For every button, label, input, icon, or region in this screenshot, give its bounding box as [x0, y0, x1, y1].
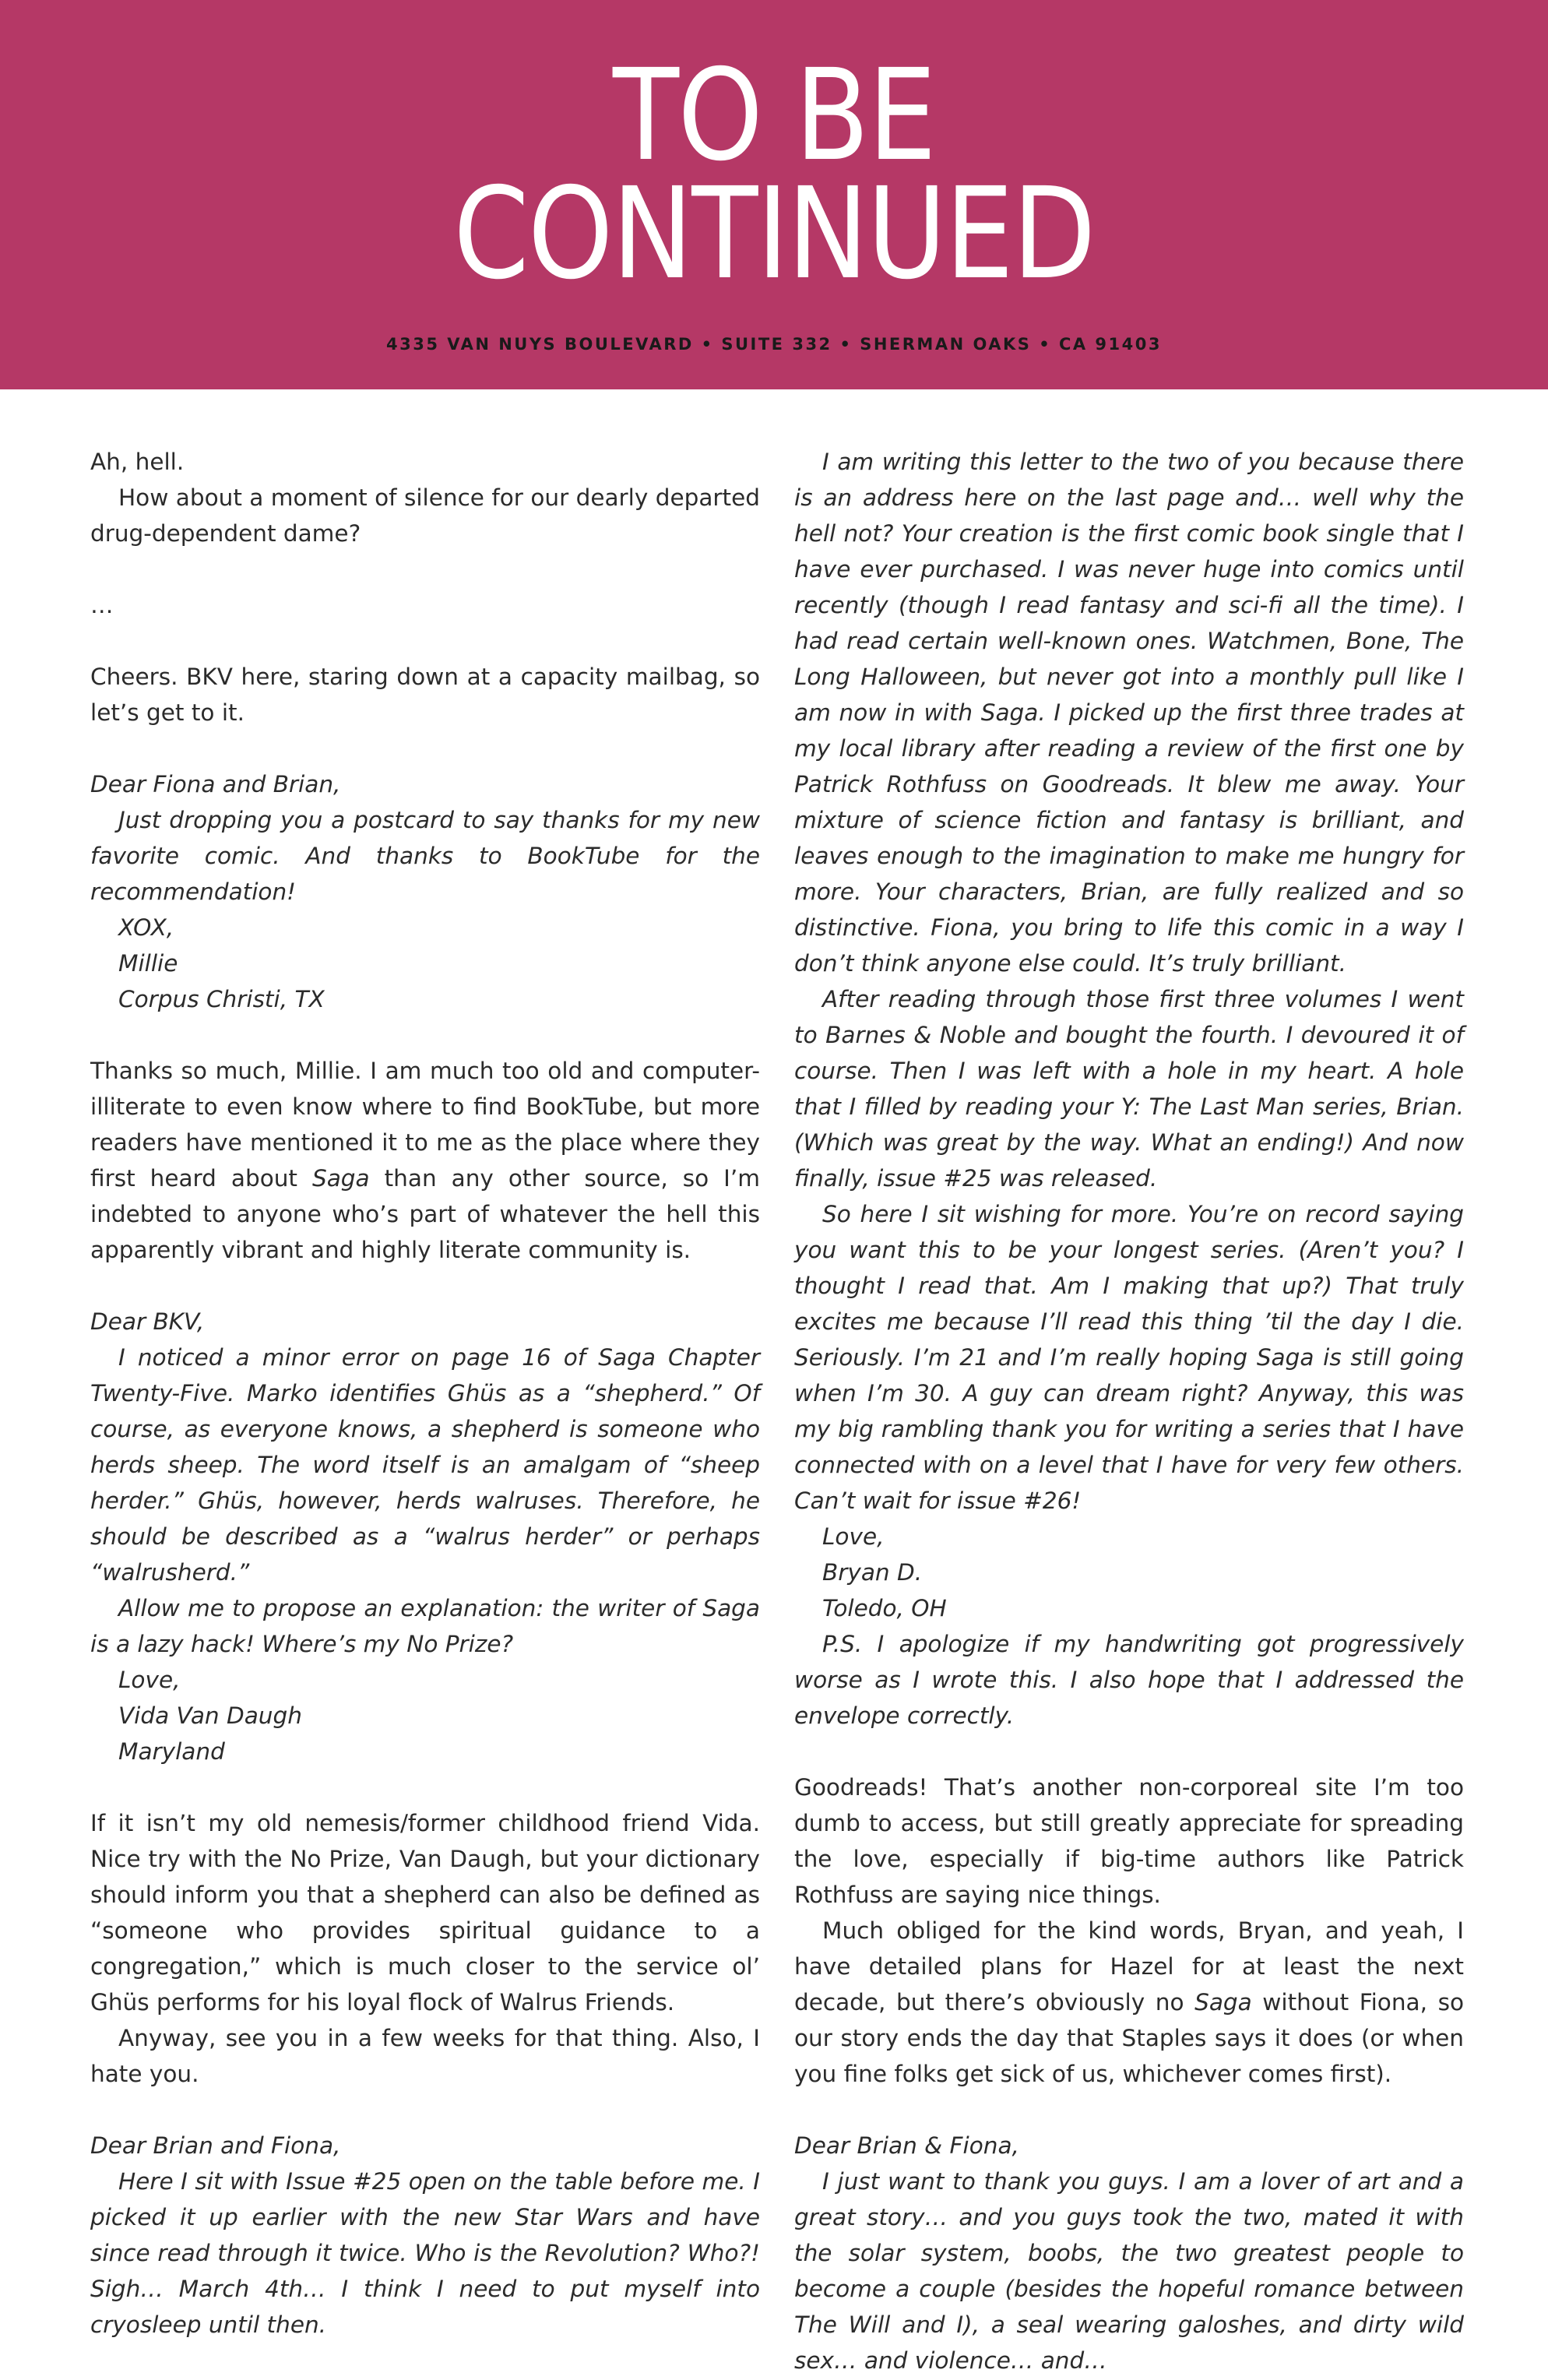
letter-author: Bryan D. [822, 1559, 923, 1586]
reply-millie: Thanks so much, Millie. I am much too old and computer-illiterate to even know where to find BookTube, but more readers have mentioned it to me as the place where they first heard about Saga than any other source, so I’m indebted to anyone who’s part of whatever the hell this apparently vibrant and highly literate community is. [90, 1058, 760, 1263]
letter-bryan [794, 444, 1464, 1734]
letter-salutation: Dear Brian & Fiona, [794, 2132, 1019, 2159]
intro-paragraph-2: Cheers. BKV here, staring down at a capacity mailbag, so let’s get to it. [90, 664, 760, 726]
page-title-line2: CONTINUED [453, 161, 1095, 308]
letter-body: I am writing this letter to the two of you because there is an address here on the last page and… well why the hell not? Your creation is the first comic book single that I have ever purchased. I was never huge into comics until recently (though I read fantasy and sci-fi all the time). I had read certain well-known ones. Watchmen, Bone, The Long Halloween, but never got into a monthly pull like I am now in with Saga. I picked up the first three trades at my local library after reading a review of the first one by Patrick Rothfuss on Goodreads. It blew me away. Your mixture of science fiction and fantasy is brilliant, and leaves enough to the imagination to make me hungry for more. Your characters, Brian, are fully realized and so distinctive. Fiona, you bring to life this comic in a way I don’t think anyone else could. It’s truly brilliant. [794, 449, 1464, 977]
letter-body: So here I sit wishing for more. You’re on record saying you want this to be your longest series. (Aren’t you? I thought I read that. Am I making that up?) That truly excites me because I’ll read this thing ’til the day I die. Seriously. I’m 21 and I’m really hoping Saga is still going when I’m 30. A guy can dream right? Anyway, this was my big rambling thank you for writing a series that I have connected with on a level that I have for very few others. Can’t wait for issue #26! [794, 1201, 1464, 1514]
page-title-line1: TO BE [612, 43, 936, 189]
letter-location: Toledo, OH [822, 1595, 947, 1621]
intro-paragraph: How about a moment of silence for our dearly departed drug-dependent dame? [90, 484, 760, 547]
letter-millie [90, 766, 760, 1017]
letter-brian-and-fiona [794, 2128, 1464, 2378]
reply-bryan: Goodreads! That’s another non-corporeal site I’m too dumb to access, but still greatly appreciate for spreading the love, especially if big-time authors like Patrick Rothfuss are saying nice things. [794, 1774, 1464, 1908]
reply-bryan-2: Much obliged for the kind words, Bryan, and yeah, I have detailed plans for Hazel for at least the next decade, but there’s obviously no Saga without Fiona, so our story ends the day that Staples says it does (or when you fine folks get sick of us, whichever comes first). [794, 1917, 1465, 2087]
reply-vida-2: Anyway, see you in a few weeks for that thing. Also, I hate you. [90, 2025, 760, 2087]
letter-body: I noticed a minor error on page 16 of Saga Chapter Twenty-Five. Marko identifies Ghüs as a “shepherd.” Of course, as everyone knows, a shepherd is someone who herds sheep. The word itself is an amalgam of “sheep herder.” Ghüs, however, herds walruses. Therefore, he should be described as a “walrus herder” or perhaps “walrusherd.” [90, 1344, 760, 1586]
letter-body: Here I sit with Issue #25 open on the table before me. I picked it up earlier with the new Star Wars and have since read through it twice. Who is the Revolution? Who?! Sigh… March 4th… I think I need to put myself into cryosleep until then. [90, 2168, 760, 2338]
letter-brian-fiona [90, 2128, 760, 2343]
letter-signoff: Love, [822, 1523, 885, 1550]
letter-body: Allow me to propose an explanation: the writer of Saga is a lazy hack! Where’s my No Prize? [90, 1595, 760, 1657]
letter-body: I just want to thank you guys. I am a lover of art and a great story… and you guys took the two, mated it with the solar system, boobs, the two greatest people to become a couple (besides the hopeful romance between The Will and I), a seal wearing galoshes, and dirty wild sex… and violence… and… [794, 2168, 1464, 2374]
letter-salutation: Dear BKV, [90, 1308, 205, 1335]
right-column [794, 444, 1464, 2378]
letter-location: Corpus Christi, TX [118, 986, 325, 1012]
letter-vida [90, 1304, 760, 1769]
mailing-address: 4335 VAN NUYS BOULEVARD • SUITE 332 • SHERMAN OAKS • CA 91403 [386, 335, 1162, 354]
letter-body: Just dropping you a postcard to say thanks for my new favorite comic. And thanks to BookTube for the recommendation! [90, 807, 760, 905]
letter-author: Millie [118, 950, 178, 977]
letter-salutation: Dear Brian and Fiona, [90, 2132, 341, 2159]
letter-salutation: Dear Fiona and Brian, [90, 771, 341, 797]
letter-author: Vida Van Daugh [118, 1702, 302, 1729]
letter-location: Maryland [118, 1738, 225, 1765]
letter-signoff: XOX, [118, 914, 174, 941]
opening-line: Ah, hell. [90, 449, 185, 475]
header-banner [0, 0, 1548, 389]
letter-body: After reading through those first three volumes I went to Barnes & Noble and bought the fourth. I devoured it of course. Then I was left with a hole in my heart. A hole that I filled by reading your Y: The Last Man series, Brian. (Which was great by the way. What an ending!) And now finally, issue #25 was released. [794, 986, 1464, 1192]
letter-postscript: P.S. I apologize if my handwriting got progressively worse as I wrote this. I also hope that I addressed the envelope correctly. [794, 1631, 1464, 1729]
reply-vida: If it isn’t my old nemesis/former childhood friend Vida. Nice try with the No Prize, Van Daugh, but your dictionary should inform you that a shepherd can also be defined as “someone who provides spiritual guidance to a congregation,” which is much closer to the service ol’ Ghüs performs for his loyal flock of Walrus Friends. [90, 1810, 760, 2016]
letter-signoff: Love, [118, 1667, 181, 1693]
ellipsis: … [90, 592, 114, 618]
left-column [90, 444, 760, 2343]
